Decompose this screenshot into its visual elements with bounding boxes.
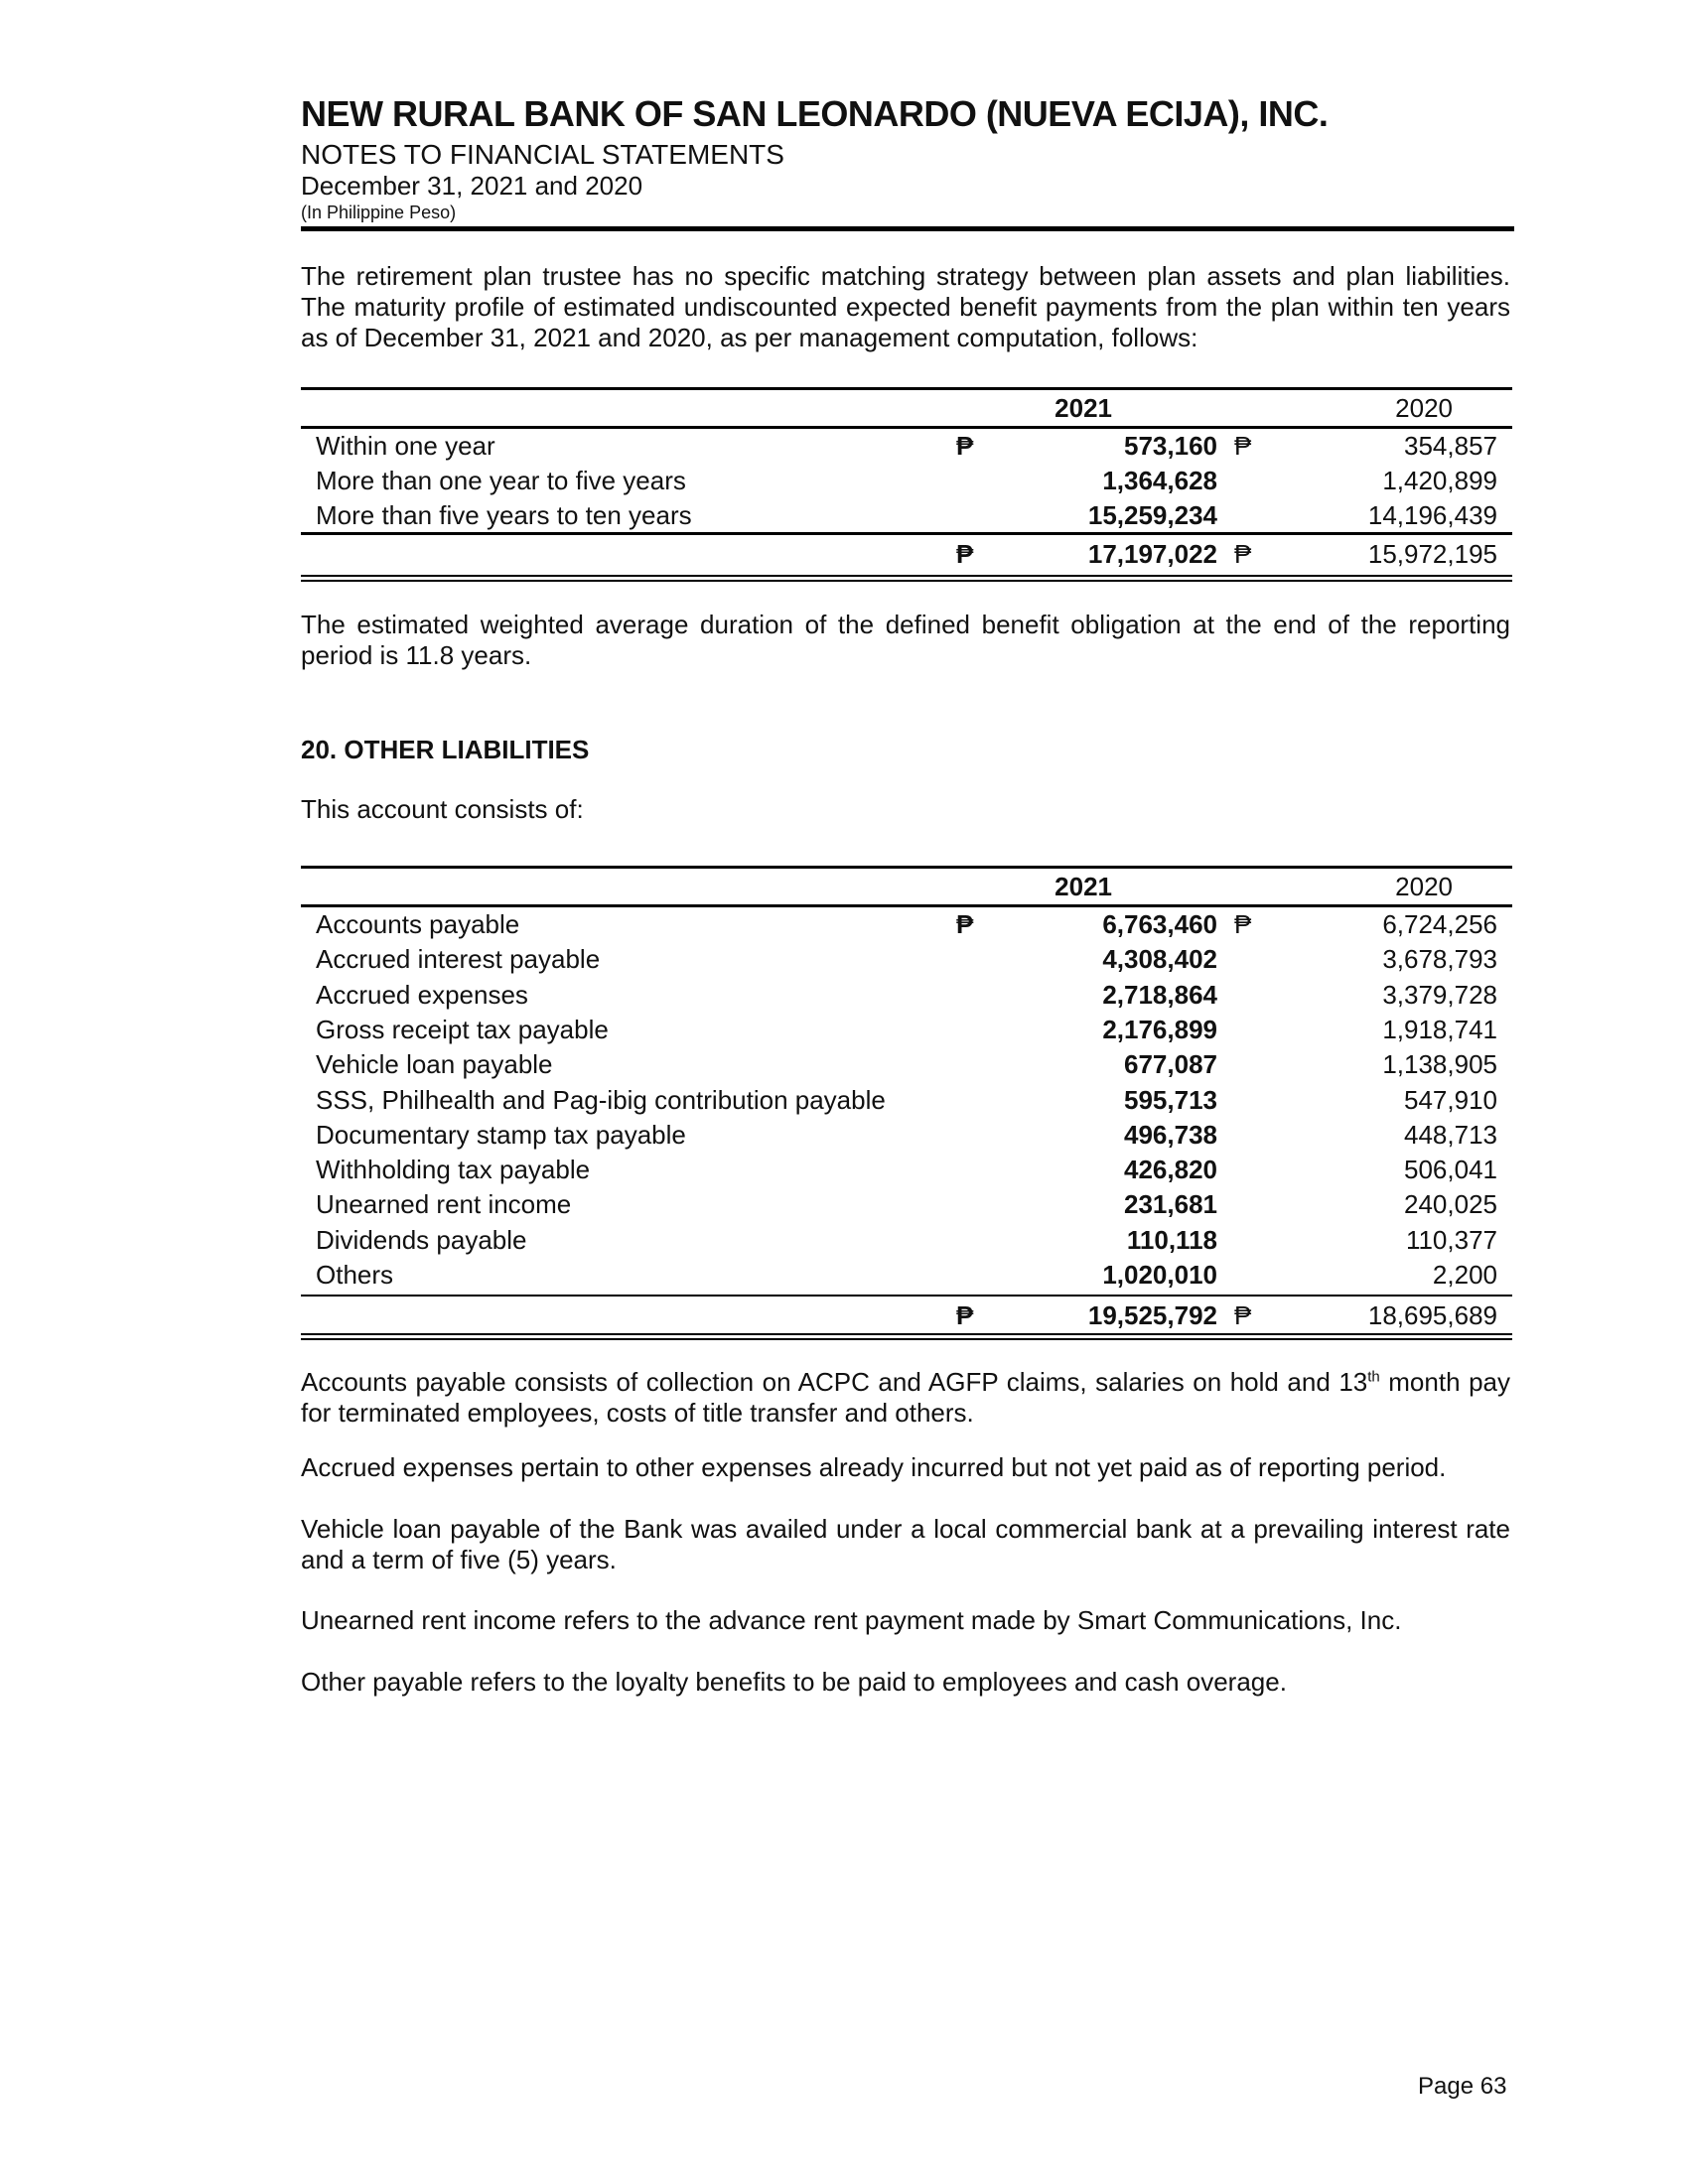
value-2021: 2,176,899 <box>1102 1014 1217 1044</box>
peso-sign-icon: ₱ <box>1234 539 1252 569</box>
row-label: Withholding tax payable <box>316 1155 591 1185</box>
value-2021: 1,364,628 <box>1102 466 1217 495</box>
vehicle-loan-note: Vehicle loan payable of the Bank was availed under a local commercial bank at a prevailing interest rate and a term of five (5) years. <box>301 1514 1510 1574</box>
table-row <box>301 1118 1512 1153</box>
row-label: Within one year <box>316 431 495 461</box>
value-2021: 231,681 <box>1124 1189 1217 1220</box>
double-rule-top <box>301 575 1512 577</box>
accounts-payable-note <box>301 1367 1510 1429</box>
table-row <box>301 429 1512 464</box>
row-label: SSS, Philhealth and Pag-ibig contribution payable <box>316 1084 886 1115</box>
total-2020: 15,972,195 <box>1367 539 1497 569</box>
table-row <box>301 1258 1512 1293</box>
value-2021: 573,160 <box>1124 431 1217 461</box>
table-top-rule <box>301 866 1512 869</box>
statement-dates: December 31, 2021 and 2020 <box>301 171 643 201</box>
value-2021: 6,763,460 <box>1102 909 1217 939</box>
value-2020: 1,420,899 <box>1382 466 1497 495</box>
table-header-row <box>301 870 1512 904</box>
duration-paragraph: The estimated weighted average duration of the defined benefit obligation at the end of the reporting period is 11.8 years. <box>301 610 1510 670</box>
value-2020: 354,857 <box>1404 431 1497 461</box>
table-row <box>301 942 1512 977</box>
column-header-2021: 2021 <box>1055 872 1112 901</box>
ordinal-suffix: th <box>1367 1368 1380 1386</box>
table-row <box>301 498 1512 533</box>
row-label: Documentary stamp tax payable <box>316 1119 686 1150</box>
value-2021: 677,087 <box>1124 1049 1217 1080</box>
currency-note: (In Philippine Peso) <box>301 203 457 222</box>
value-2020: 448,713 <box>1404 1119 1497 1150</box>
row-label: Others <box>316 1260 394 1290</box>
value-2020: 6,724,256 <box>1382 909 1497 939</box>
table-row <box>301 1223 1512 1258</box>
value-2020: 14,196,439 <box>1367 500 1497 530</box>
row-label: More than one year to five years <box>316 466 686 495</box>
table-row <box>301 1013 1512 1047</box>
value-2020: 3,678,793 <box>1382 944 1497 975</box>
value-2021: 1,020,010 <box>1102 1260 1217 1290</box>
total-row <box>301 1298 1512 1333</box>
total-2020: 18,695,689 <box>1367 1300 1497 1330</box>
retirement-plan-paragraph: The retirement plan trustee has no specific matching strategy between plan assets and plan liabilities. The maturity profile of estimated undiscounted expected benefit payments from the plan within ten years as of December 31, 2021 and 2020, as per management computation, follows: <box>301 261 1510 352</box>
section-heading: 20. OTHER LIABILITIES <box>301 735 590 764</box>
unearned-rent-note: Unearned rent income refers to the advance rent payment made by Smart Communications, Inc. <box>301 1605 1402 1635</box>
table-row <box>301 1083 1512 1118</box>
value-2021: 110,118 <box>1126 1224 1217 1255</box>
peso-sign-icon: ₱ <box>956 909 974 939</box>
value-2021: 595,713 <box>1124 1084 1217 1115</box>
double-rule-bottom <box>301 580 1512 582</box>
double-rule-top <box>301 1333 1512 1335</box>
note-text: month pay for terminated employees, costs of title transfer and others. <box>301 1367 1510 1428</box>
row-label: More than five years to ten years <box>316 500 692 530</box>
peso-sign-icon: ₱ <box>1234 1300 1252 1330</box>
document-subtitle: NOTES TO FINANCIAL STATEMENTS <box>301 139 784 170</box>
table-row <box>301 978 1512 1013</box>
peso-sign-icon: ₱ <box>956 431 974 461</box>
value-2021: 15,259,234 <box>1087 500 1217 530</box>
row-label: Accrued expenses <box>316 979 528 1010</box>
company-name: NEW RURAL BANK OF SAN LEONARDO (NUEVA ECIJA), INC. <box>301 93 1329 134</box>
value-2021: 496,738 <box>1124 1119 1217 1150</box>
peso-sign-icon: ₱ <box>956 539 974 569</box>
row-label: Accounts payable <box>316 909 520 939</box>
value-2021: 4,308,402 <box>1102 944 1217 975</box>
total-row <box>301 537 1512 572</box>
column-header-2021: 2021 <box>1055 393 1112 423</box>
value-2020: 1,138,905 <box>1382 1049 1497 1080</box>
value-2020: 240,025 <box>1404 1189 1497 1220</box>
page-number: Page 63 <box>1418 2073 1507 2100</box>
double-rule-bottom <box>301 1338 1512 1340</box>
other-payable-note: Other payable refers to the loyalty benefits to be paid to employees and cash overage. <box>301 1667 1287 1697</box>
row-label: Gross receipt tax payable <box>316 1014 609 1044</box>
peso-sign-icon: ₱ <box>1234 431 1252 461</box>
value-2021: 426,820 <box>1124 1155 1217 1185</box>
header-divider <box>301 226 1514 231</box>
subtotal-rule <box>301 1295 1512 1297</box>
total-2021: 17,197,022 <box>1087 539 1217 569</box>
table-header-row <box>301 391 1512 426</box>
value-2020: 2,200 <box>1432 1260 1497 1290</box>
value-2020: 1,918,741 <box>1382 1014 1497 1044</box>
peso-sign-icon: ₱ <box>1234 909 1252 939</box>
table-row <box>301 464 1512 498</box>
note-text: Accounts payable consists of collection on ACPC and AGFP claims, salaries on hold and 13 <box>301 1367 1368 1397</box>
table-row <box>301 1153 1512 1187</box>
value-2020: 3,379,728 <box>1382 979 1497 1010</box>
table-row <box>301 907 1512 942</box>
table-row <box>301 1047 1512 1082</box>
value-2020: 547,910 <box>1404 1084 1497 1115</box>
table-top-rule <box>301 387 1512 390</box>
row-label: Dividends payable <box>316 1224 527 1255</box>
row-label: Vehicle loan payable <box>316 1049 553 1080</box>
value-2020: 506,041 <box>1404 1155 1497 1185</box>
row-label: Unearned rent income <box>316 1189 572 1220</box>
accrued-expenses-note: Accrued expenses pertain to other expenses already incurred but not yet paid as of reporting period. <box>301 1452 1447 1482</box>
subtotal-rule <box>301 532 1512 535</box>
value-2021: 2,718,864 <box>1102 979 1217 1010</box>
total-2021: 19,525,792 <box>1087 1300 1217 1330</box>
column-header-2020: 2020 <box>1395 872 1453 901</box>
row-label: Accrued interest payable <box>316 944 601 975</box>
maturity-profile-table <box>301 387 1512 586</box>
peso-sign-icon: ₱ <box>956 1300 974 1330</box>
value-2020: 110,377 <box>1405 1224 1497 1255</box>
column-header-2020: 2020 <box>1395 393 1453 423</box>
section-intro: This account consists of: <box>301 794 584 824</box>
other-liabilities-table <box>301 866 1512 1342</box>
table-row <box>301 1187 1512 1222</box>
